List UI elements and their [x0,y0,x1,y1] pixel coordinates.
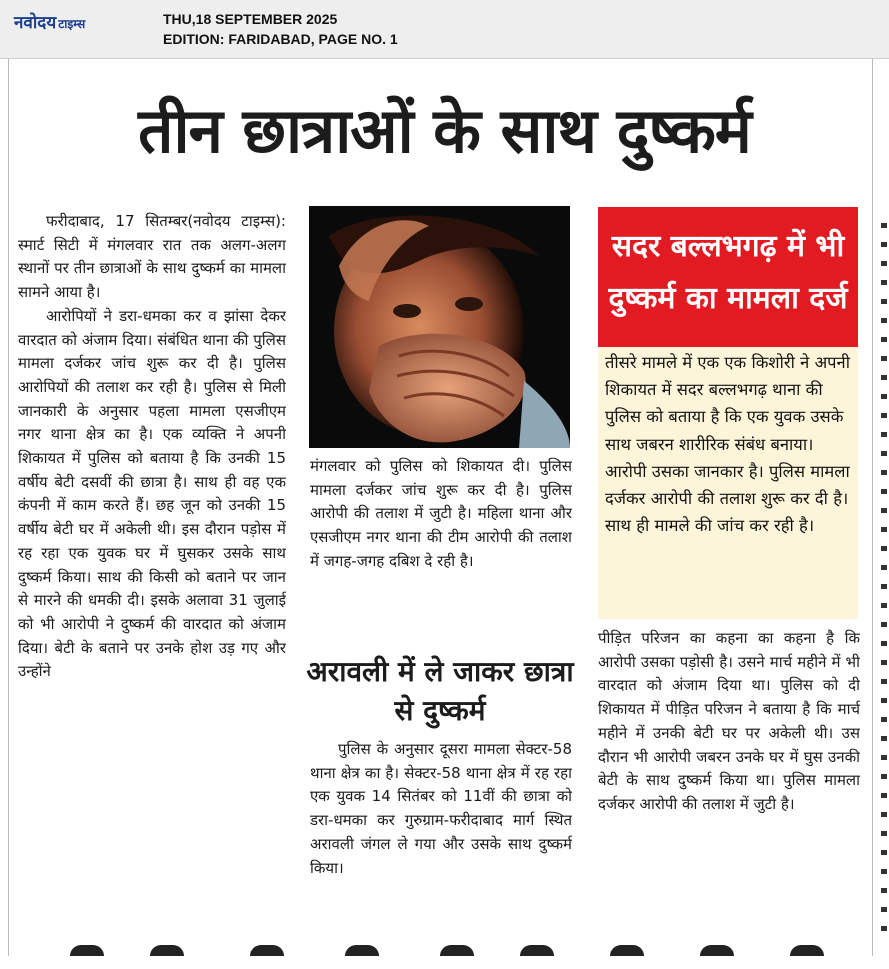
article-photo [309,206,570,448]
sidebar-text: तीसरे मामले में एक एक किशोरी ने अपनी शिकायत में सदर बल्लभगढ़ थाना की पुलिस को बताया है कि एक युवक उसके साथ जबरन शारीरिक संबंध बनाया। आरोपी उसका जानकार है। पुलिस मामला दर्जकर आरोपी की तलाश शुरू कर दी है। साथ ही मामले की जांच कर रही है। [605,353,850,536]
article-column-2 [310,455,572,651]
logo-text: नवोदय [14,13,57,33]
sidebar-heading-box: सदर बल्लभगढ़ में भी दुष्कर्म का मामला दर्ज [598,207,858,347]
edition-page: EDITION: FARIDABAD, PAGE NO. 1 [163,31,398,47]
subheading-aravali: अरावली में ले जाकर छात्रा से दुष्कर्म [306,655,574,727]
page-left-border [8,59,9,956]
next-headline-clipped [0,945,889,956]
newspaper-page [0,59,889,956]
photo-illustration [309,206,570,448]
paragraph: पुलिस के अनुसार दूसरा मामला सेक्टर-58 थाना क्षेत्र का है। सेक्टर-58 थाना क्षेत्र में रह रहा एक युवक 14 सितंबर को 11वीं की छात्रा को डरा-धमका कर गुरुग्राम-फरीदाबाद मार्ग स्थित अरावली जंगल ले गया और उसके साथ दुष्कर्म किया। [310,740,572,877]
logo-subtext: टाइम्स [58,17,86,31]
newspaper-logo[interactable] [14,10,85,33]
edition-info [163,9,398,49]
adjacent-column-clipped [874,209,889,969]
article-column-1 [18,210,286,950]
article-column-3 [598,627,860,947]
paragraph: पीड़ित परिजन का कहना का कहना है कि आरोपी उसका पड़ोसी है। उसने मार्च महीने में भी वारदात को अंजाम दिया था। पुलिस को दी शिकायत में पीड़ित परिजन ने बताया है कि मार्च महीने में उनकी बेटी घर पर अकेली थी। उस दौरान भी आरोपी जबरन उनके घर में घुस उनकी बेटी के साथ दुष्कर्म किया था। पुलिस मामला दर्जकर आरोपी की तलाश में जुटी है। [598,629,860,813]
paragraph: आरोपियों ने डरा-धमका कर व झांसा देकर वारदात को अंजाम दिया। संबंधित थाना की पुलिस मामला दर्जकर जांच शुरू कर दी है। पुलिस आरोपियों की तलाश कर रही है। पुलिस से मिली जानकारी के अनुसार पहला मामला एसजीएम नगर थाना क्षेत्र का है। एक व्यक्ति ने अपनी शिकायत में पुलिस को बताया है कि उनकी 15 वर्षीय बेटी दसवीं की छात्रा है। साथ ही वह एक कंपनी में काम करते हैं। छह जून को उनकी 15 वर्षीय बेटी घर में अकेली थी। इस दौरान पड़ोस में रह रहा एक युवक घर में घुसकर उसके साथ दुष्कर्म किया। साथ की किसी को बताने पर जान से मारने की धमकी दी। इसके अलावा 31 जुलाई को भी आरोपी ने दुष्कर्म की वारदात को अंजाम दिया। बेटी के बताने पर उनके होश उड़ गए और उन्होंने [18,306,286,681]
epaper-header [0,0,889,59]
page-right-border [872,59,873,956]
edition-date: THU,18 SEPTEMBER 2025 [163,11,338,27]
paragraph: मंगलवार को पुलिस को शिकायत दी। पुलिस मामला दर्जकर जांच शुरू कर दी है। पुलिस आरोपी की तलाश में जुटी है। महिला थाना और एसजीएम नगर थाना की टीम आरोपी की तलाश में जगह-जगह दबिश दे रही है। [310,457,572,570]
article-column-2-continued [310,738,572,938]
paragraph: फरीदाबाद, 17 सितम्बर(नवोदय टाइम्स): स्मार्ट सिटी में मंगलवार रात तक अलग-अलग स्थानों पर तीन छात्राओं के साथ दुष्कर्म का मामला सामने आया है। [18,212,286,302]
article-headline: तीन छात्राओं के साथ दुष्कर्म [138,94,751,167]
